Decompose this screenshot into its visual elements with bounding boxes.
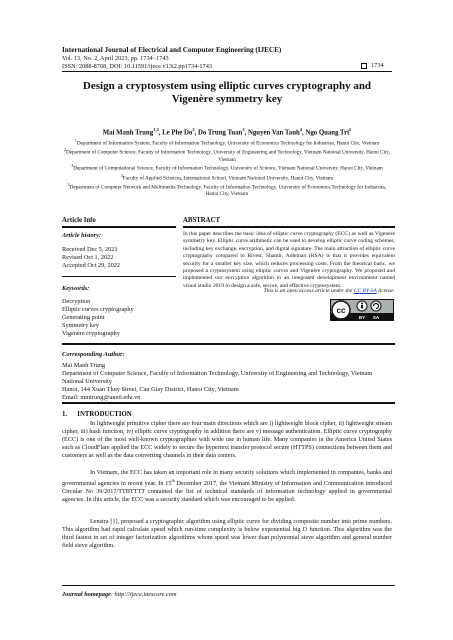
paragraph-text: In Vietnam, the ECC has taken an important role in many security solutions which implemented in companies, banks and governmental agencies in recent year. In 15	[62, 469, 392, 488]
corresponding-address: Hanoi, 144 Xuan Thuy Street, Cau Giay District, Hanoi City, Vietnam	[62, 386, 239, 394]
author-name: Ngo Quang Tri	[305, 129, 349, 137]
page-number: 1734	[371, 62, 384, 69]
open-access-suffix: license.	[376, 288, 395, 294]
corresponding-email: Email: mmtrung@uneti.edu.vn	[62, 394, 141, 402]
ordinal-sup: th	[171, 478, 175, 484]
affiliation	[62, 173, 392, 182]
cc-badge-label: cc	[336, 306, 346, 315]
cc-by-sa-badge[interactable]	[330, 299, 394, 321]
corresponding-dept: Department of Computer Science, Faculty of Information Technology, University of Engineering and Technology, Vietnam National University	[62, 370, 373, 386]
keyword: Elliptic curves cryptography	[62, 306, 134, 313]
intro-paragraph: In lightweight primitive cipher there are four main directions which are i) lightweight block cipher, ii) lightweight stream cipher, iii) hash function, iv) elliptic curve cryptography in addition there are v) message authentication. Elliptic curve cryptography (ECC) is one of the most well-known cryptographies with wide use in human life. Many companies in the America United States such as CloudFlare applied the ECC widely to secure the hypertext transfer protocol secure (HTTPS) connections between them and customers as well as the data converting channels in their data centers.	[62, 420, 392, 460]
keywords-rule	[62, 276, 176, 277]
corresponding-heading: Corresponding Author:	[62, 351, 125, 358]
keyword: Symmetry key	[62, 322, 99, 329]
author-name: Le Phe Do	[162, 129, 193, 137]
homepage-link[interactable]: : http://ijece.iaescore.com	[110, 591, 177, 598]
keywords-heading: Keywords:	[62, 285, 90, 292]
affiliation	[62, 182, 392, 198]
corresponding-author	[62, 362, 392, 402]
author-sup: 3	[242, 127, 245, 132]
author-name: Mai Manh Trung	[102, 129, 154, 137]
affiliation-sup: 2	[63, 147, 66, 153]
affiliation-sup: 3	[71, 163, 74, 169]
article-history-heading: Article history:	[62, 232, 102, 239]
author-sup: 1,2	[153, 127, 159, 132]
abstract-text: In this paper describes the basic idea of elliptic curve cryptography (ECC) as well as Vigenère symmetry key. Elliptic curve arithmetic can be used to develop elliptic curve coding schemes, including key exchange, encryption, and digital signature. The main attraction of elliptic curve cryptography compared to Rivest, Shamir, Adleman (RSA) is that it provides equivalent security for a smaller key size, which reduces processing costs. From the theorical basic, we proposed a cryptosystem using elliptic curves and Vigenère cryptography. We proposed and implemented our encryption algorithm in an integrated development environment named visual studio 2019 to design a safe, secure, and effective cryptosystem.	[183, 231, 395, 289]
intro-paragraph: Lenstra [1], proposed a cryptographic algorithm using elliptic curve for dividing composite number into prime numbers. This algorithm had rapid calculate speed which run-time complexity is below exponential big O function. This algorithm was the third fastest in set of integer factorization algorithms whom speed was lower than polynomial sieve algorithm and general number field sieve algorithm.	[62, 518, 392, 550]
received-date: Received Dec 5, 2021	[62, 246, 118, 253]
square-icon	[361, 63, 367, 69]
paper-title: Design a cryptosystem using elliptic curves cryptography and Vigenère symmetry key	[82, 80, 372, 105]
affiliation-text: Department of Computer Science, Faculty of Information Technology, University of Engineering and Technology, Vietnam National University, Hanoi City, Vietnam	[65, 150, 391, 163]
affiliations	[62, 138, 392, 198]
homepage-label: Journal homepage	[62, 591, 111, 598]
corresponding-name: Mai Manh Trung	[62, 362, 106, 369]
keyword-list	[62, 298, 134, 338]
author-name: Do Trung Tuan	[198, 129, 243, 137]
cc-icon	[330, 299, 394, 321]
abstract-bottom-rule	[62, 343, 395, 345]
affiliation-text: Faculty of Applied Sciences, International School, Vietnam National University, Hanoi City, Vietnam	[122, 175, 334, 182]
cc-sa-label: SA	[372, 315, 380, 320]
journal-homepage	[62, 591, 177, 598]
accepted-date: Accepted Oct 29, 2022	[62, 262, 121, 269]
article-info-rule	[62, 226, 176, 228]
affiliation	[62, 163, 392, 172]
affiliation-text: Department of Information System, Faculty of Information Technology, University of Economics Technology for Industries, Hanoi City, Vietnam	[76, 140, 380, 147]
author-sup: 5	[349, 127, 352, 132]
author-list: Mai Manh Trung$^{1,2}$, Le Phe Do$^2$, Do Trung Tuan$^3$, Nguyen Van Tanh$^4$, Ngo Quang Tri$^5$	[102, 127, 352, 137]
section-heading: 1. INTRODUCTION	[62, 411, 132, 418]
keyword: Generating point	[62, 314, 105, 321]
affiliation-sup: 5	[67, 181, 70, 187]
article-info-heading: Article Info	[62, 217, 96, 224]
footer-rule	[62, 585, 395, 586]
journal-name: International Journal of Electrical and Computer Engineering (IJECE)	[62, 46, 282, 54]
intro-paragraph	[62, 469, 392, 504]
paragraph-text: December 2017, the Vietnam Ministry of Information and Communication introduced Circular No 39/2017/TTBTTTT contained the list of technical standards of information technology applied in governmental agencies. In this article, the ECC was a security standard which was encouraged to be applied.	[62, 480, 393, 504]
abstract-heading: ABSTRACT	[183, 217, 221, 224]
keyword: Decryption	[62, 298, 91, 305]
author-name: Nguyen Van Tanh	[248, 129, 300, 137]
corresponding-rule	[62, 402, 395, 404]
license-link[interactable]: CC BY-SA	[353, 288, 377, 294]
abstract-rule	[183, 226, 395, 228]
author-sup: 4	[299, 127, 303, 132]
issn-doi-line: ISSN: 2088-8708, DOI: 10.11591/ijece.v13i2.pp1734-1743	[62, 63, 213, 70]
open-access-text: This is an open access article under the	[263, 288, 354, 294]
header-rule	[62, 71, 392, 72]
open-access-line	[183, 288, 395, 294]
author-sup: 2	[192, 127, 195, 132]
volume-line: Vol. 13, No. 2, April 2023, pp. 1734~1743	[62, 55, 169, 62]
affiliation	[62, 147, 392, 163]
cc-by-label: BY	[358, 315, 366, 320]
affiliation-text: Department of Computational Science, Faculty of Information Technology, University of Science, Vietnam National University, Hanoi City, Vietnam	[73, 165, 383, 172]
affiliation-sup: 1	[74, 138, 77, 143]
revised-date: Revised Oct 1, 2022	[62, 254, 114, 261]
affiliation-sup: 4	[120, 172, 123, 178]
affiliation	[62, 138, 392, 147]
article-history	[62, 246, 120, 270]
affiliation-text: Department of Computer Network and Multimedia Technology, Faculty of Information Technology, University of Economics Technology for Industries, Hanoi City, Vietnam	[69, 184, 387, 198]
keyword: Vigenère cryptography	[62, 330, 120, 337]
